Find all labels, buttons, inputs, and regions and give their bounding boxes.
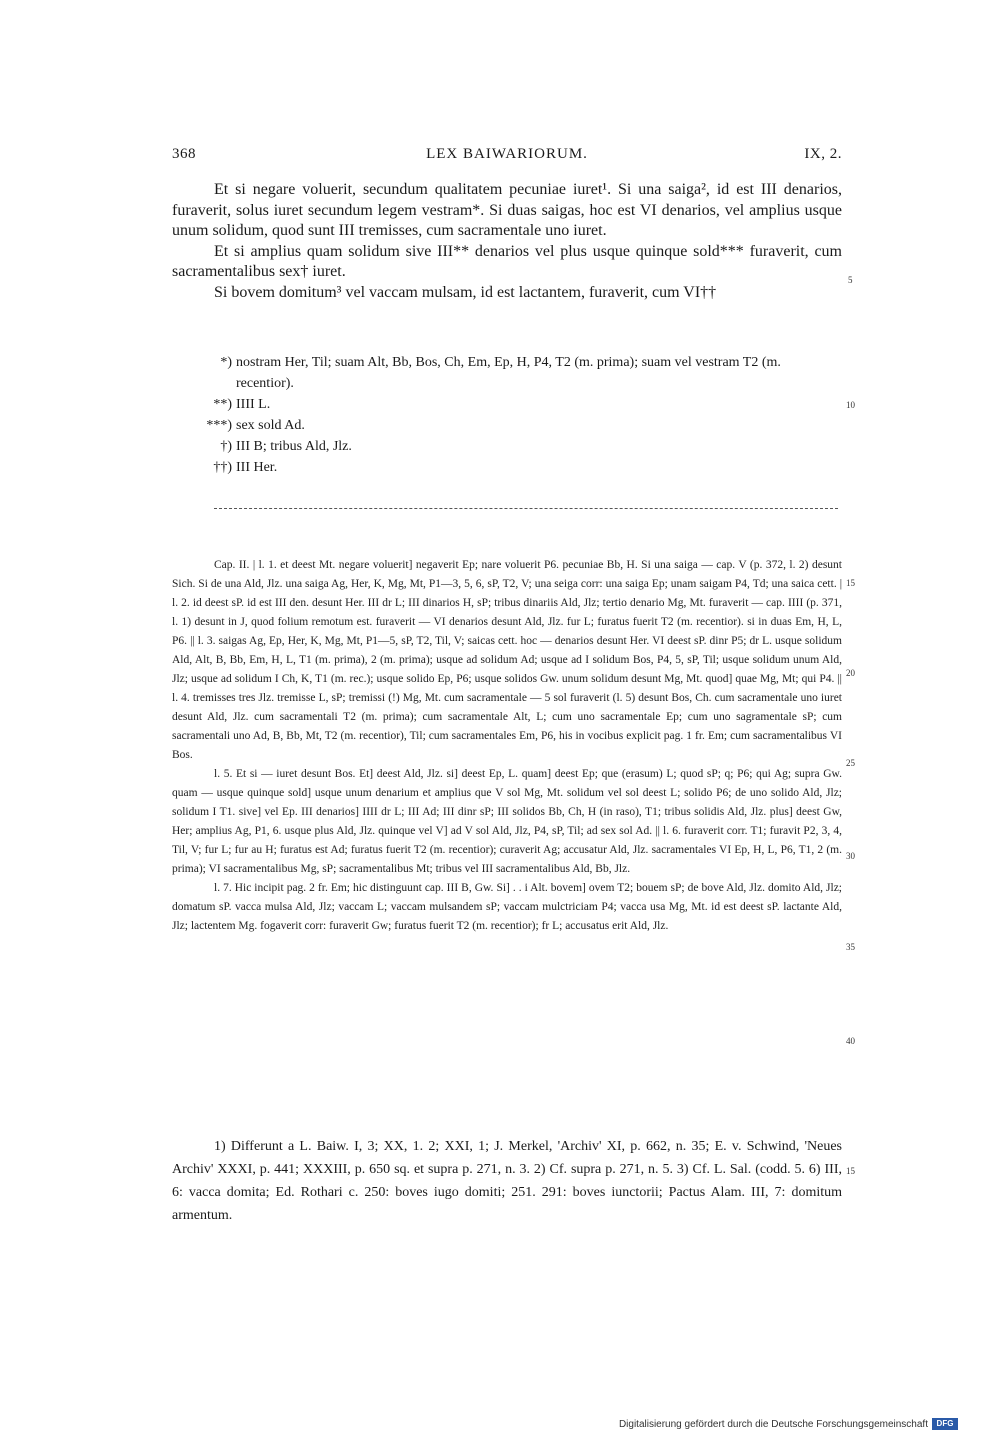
digitization-credit [619,1418,958,1430]
variant-note [200,394,840,415]
apparatus-paragraph: Cap. II. | l. 1. et deest Mt. negare voluerit] negaverit Ep; nare voluerit P6. pecuniae Bb, H. Si una saiga — cap. V (p. 372, l. 2) desunt Sich. Si de una Ald, Jlz. una saiga Ag, Her, K, Mg, Mt, P1—3, 5, 6, sP, T2, V; una seiga corr: una saiga Ep; unam saigam P4, Td; una saica cett. | l. 2. id deest sP. id est III den. desunt Her. III dr L; III dinarios H, sP; tribus dinariis Ald, Jlz; tertio denario Mg, Mt. furaverit — cap. IIII (p. 371, l. 1) desunt in J, quod folium remotum est. furaverit — VI denarios desunt Ald, Jlz. fur L; furatus fuerit T2 (m. recentior). si in duas Em, H, L, P6. || l. 3. saigas Ag, Ep, Her, K, Mg, Mt, P1—5, sP, T2, Til, V; saicas cett. hoc — denarios desunt Her. VI deest sP. dinr P5; dr L. usque solidum Ald, Alt, B, Bb, Em, H, L, T1 (m. prima), 2 (m. prima); usque ad solidum Ad; usque ad I solidum Bos, P4, 5, sP, Til; usque solidum unum Ald, Jlz; usque ad solidum I Ch, K, T1 (m. rec.); usque solido Ep, P6; usque solidos Gw. unum solidum desunt Mg, Mt. quod] quae Mg, Mt; qui P4. || l. 4. tremisses tres Jlz. tremisse L, sP; tremissi (!) Mg, Mt. cum sacramentale — 5 sol furaverit (l. 5) desunt Bos, Ch. cum sacramentale uno iuret desunt Ald, Jlz. cum sacramentali T2 (m. prima); cum sacramentale Alt, L; cum uno sacramentale Ep; cum uno sagramentale sP; cum sacramentali uno Ad, B, Bb, Mt, T2 (m. recentior), Til; cum sacramentales Em, P6, his in vocibus explicit pag. 1 fr. Em; cum sacramentalibus VI Bos. [172,559,842,761]
line-number: 25 [846,758,855,768]
note-text: sex sold Ad. [236,418,305,433]
note-marker: **) [213,397,232,412]
note-text: III B; tribus Ald, Jlz. [236,439,352,454]
variant-note [200,457,840,478]
credit-text: Digitalisierung gefördert durch die Deutsche Forschungsgemeinschaft [618,1418,928,1430]
line-number: 5 [848,275,853,285]
footnotes [172,1135,842,1227]
body-paragraph: Et si amplius quam solidum sive III** denarios vel plus usque quinque sold*** furaverit, cum sacramentalibus sex† iuret. [172,242,842,280]
line-number: 40 [846,1036,855,1046]
variant-note [200,352,840,394]
footnote-paragraph: 1) Differunt a L. Baiw. I, 3; XX, 1. 2; XXI, 1; J. Merkel, 'Archiv' XI, p. 662, n. 35; E. v. Schwind, 'Neues Archiv' XXXI, p. 441; XXXIII, p. 650 sq. et supra p. 271, n. 3. 2) Cf. supra p. 271, n. 5. 3) Cf. L. Sal. (codd. 5. 6) III, 6: vacca domita; Ed. Rothari c. 250: boves iugo domiti; 251. 291: boves iunctorii; Pactus Alam. III, 7: domitum armentum. [172,1139,842,1223]
line-number: 20 [846,668,855,678]
section-divider [214,508,838,509]
variant-note [200,415,840,436]
body-paragraph: Si bovem domitum³ vel vaccam mulsam, id est lactantem, furaverit, cum VI†† [214,283,717,301]
line-number: 15 [846,1166,855,1176]
main-text [172,180,842,303]
variant-note [200,436,840,457]
line-number: 10 [846,400,855,410]
note-marker: †) [220,439,232,454]
note-marker: *) [220,355,232,370]
note-text: III Her. [236,460,278,475]
line-number: 30 [846,851,855,861]
note-marker: ***) [206,418,232,433]
note-marker: ††) [213,460,232,475]
apparatus-paragraph: l. 5. Et si — iuret desunt Bos. Et] deest Ald, Jlz. si] deest Ep, L. quam] deest Ep; que (erasum) L; quod sP; q; P6; qui Ag; supra Gw. quam — usque quinque sold] usque unum denarium et amplius que V sol Mg, Mt. solidum vel sol deest L; solido P6; de uno solido Ald, Jlz; solidum I T1. sive] vel Ep. III denarios] IIII dr L; III Ad; III dinr sP; III solidos Bb, Ch, H (in raso), T1; tribus solidis Ald, Jlz. plus] deest Gw, Her; amplius Ag, P1, 6. usque plus Ald, Jlz. quinque vel V] ad V sol Ald, Jlz, P4, sP, Til; ad sex sol Ad. || l. 6. furaverit corr. T1; furavit P2, 3, 4, Til, V; fur L; fur au H; furatus est Ad; furatus fuerit T2 (m. recentior); curaverit Ag; accusatur Ald, Jlz. sacramentales VI Ep, H, L, P6, T1, 2 (m. prima); VI sacramentalibus Mg, sP; sacramentalibus Mt; tribus vel III sacramentalibus Ald, Bb, Jlz. [172,768,842,875]
body-paragraph: Et si negare voluerit, secundum qualitatem pecuniae iuret¹. Si una saiga², id est III denarios, furaverit, solus iuret secundum legem vestram*. Si duas saigas, hoc est VI denarios, vel amplius usque unum solidum, quod sunt III tremisses, cum sacramentale uno iuret. [172,181,842,239]
variant-notes [200,352,840,478]
critical-apparatus [172,556,842,936]
dfg-logo-icon: DFG [932,1418,958,1430]
running-header [172,146,842,166]
line-number: 15 [846,578,855,588]
note-text: nostram Her, Til; suam Alt, Bb, Bos, Ch, Em, Ep, H, P4, T2 (m. prima); suam vel vestram T2 (m. recentior). [236,355,781,391]
page-number: 368 [172,146,196,162]
chapter-reference: IX, 2. [804,146,842,162]
running-title: LEX BAIWARIORUM. [426,146,588,162]
apparatus-paragraph: l. 7. Hic incipit pag. 2 fr. Em; hic distinguunt cap. III B, Gw. Si] . . i Alt. bovem] ovem T2; bouem sP; de bove Ald, Jlz. domito Ald, Jlz; domatum sP. vacca mulsa Ald, Jlz; vaccam L; vaccam mulsandem sP; vaccam mulctriciam P4; vacca usa Mg, Mt. id est deest sP. lactante Ald, Jlz; lactentem Mg. fogaverit corr: furaverit Gw; furatus fuerit T2 (m. recentior); fr L; accusatus erit Ald, Jlz. [172,882,842,932]
line-number: 35 [846,942,855,952]
note-text: IIII L. [236,397,271,412]
